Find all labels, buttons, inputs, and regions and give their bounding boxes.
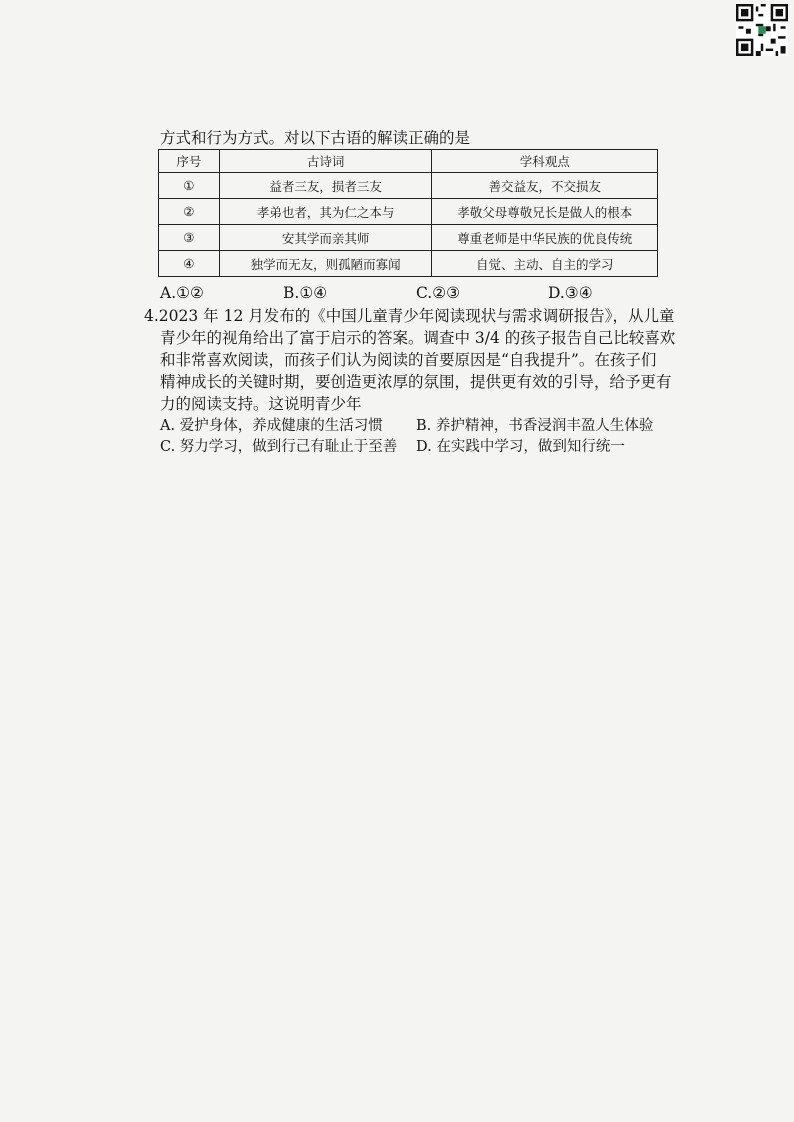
cell-poem: 独学而无友，则孤陋而寡闻: [219, 251, 432, 277]
cell-number: ④: [159, 251, 220, 277]
q4-stem-line: 力的阅读支持。这说明青少年: [160, 395, 362, 413]
cell-viewpoint: 孝敬父母尊敬兄长是做人的根本: [432, 199, 658, 225]
header-viewpoint: 学科观点: [432, 150, 658, 173]
table-row: [159, 225, 658, 251]
q4-option-c: C. 努力学习，做到行己有耻止于至善: [160, 439, 398, 455]
table-row: [159, 251, 658, 277]
q4-stem-line: 精神成长的关键时期，要创造更浓厚的氛围，提供更有效的引导，给予更有: [160, 373, 672, 391]
q3-option-b: B.①④: [283, 284, 328, 302]
cell-number: ②: [159, 199, 220, 225]
table-row: [159, 199, 658, 225]
header-number: 序号: [159, 150, 220, 173]
cell-poem: 益者三友，损者三友: [219, 173, 432, 199]
qr-code-icon: [736, 4, 788, 56]
cell-poem: 安其学而亲其师: [219, 225, 432, 251]
q4-option-b: B. 养护精神，书香浸润丰盈人生体验: [416, 418, 654, 434]
q3-option-d: D.③④: [548, 284, 593, 302]
table-row: [159, 173, 658, 199]
q4-option-d: D. 在实践中学习，做到知行统一: [416, 439, 625, 455]
q3-option-a: A.①②: [160, 284, 204, 302]
cell-viewpoint: 尊重老师是中华民族的优良传统: [432, 225, 658, 251]
cell-number: ③: [159, 225, 220, 251]
cell-viewpoint: 自觉、主动、自主的学习: [432, 251, 658, 277]
q4-option-a: A. 爱护身体，养成健康的生活习惯: [160, 418, 383, 434]
q4-stem-line: 4.2023 年 12 月发布的《中国儿童青少年阅读现状与需求调研报告》，从儿童: [144, 307, 675, 325]
cell-poem: 孝弟也者，其为仁之本与: [219, 199, 432, 225]
q3-option-c: C.②③: [416, 284, 461, 302]
q4-stem-line: 和非常喜欢阅读，而孩子们认为阅读的首要原因是“自我提升”。在孩子们: [160, 351, 657, 369]
cell-number: ①: [159, 173, 220, 199]
cell-viewpoint: 善交益友，不交损友: [432, 173, 658, 199]
q4-stem-line: 青少年的视角给出了富于启示的答案。调查中 3/4 的孩子报告自己比较喜欢: [160, 329, 676, 347]
ancient-poems-table: [158, 149, 658, 277]
question-3-stem-end: 方式和行为方式。对以下古语的解读正确的是: [160, 129, 471, 147]
table-header-row: [159, 150, 658, 173]
header-poem: 古诗词: [219, 150, 432, 173]
